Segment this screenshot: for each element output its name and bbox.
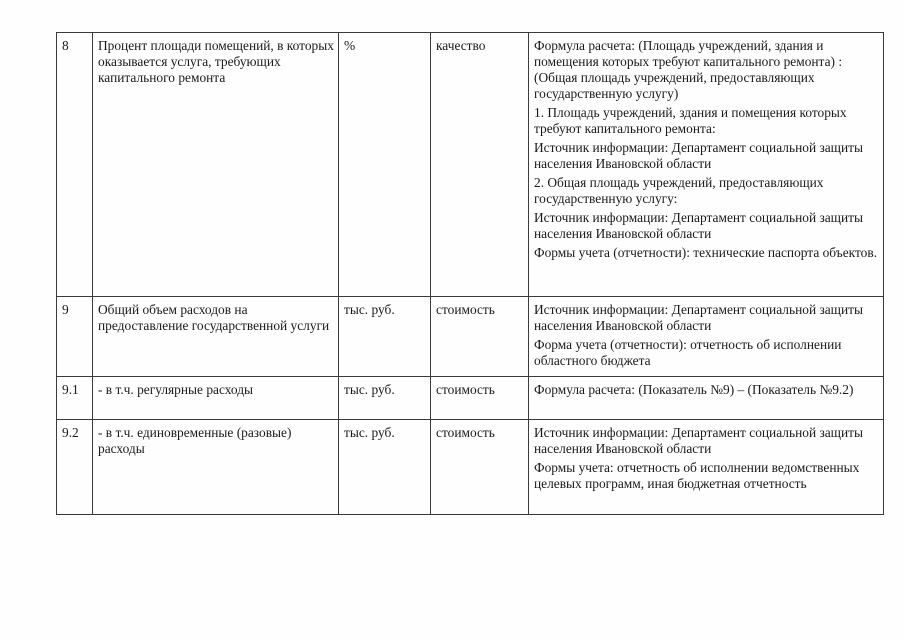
description-paragraph: Источник информации: Департамент социальной защиты населения Ивановской области — [534, 425, 864, 456]
description-paragraph: Источник информации: Департамент социальной защиты населения Ивановской области — [534, 210, 864, 241]
table-row — [57, 420, 884, 515]
unit-of-measure: тыс. руб. — [339, 377, 431, 420]
description-paragraph: Форма учета (отчетности): отчетность об исполнении областного бюджета — [534, 337, 842, 368]
unit-of-measure: тыс. руб. — [339, 420, 431, 515]
row-number: 9.2 — [57, 420, 93, 515]
indicator-type: стоимость — [431, 420, 529, 515]
indicator-type: качество — [431, 33, 529, 297]
indicator-type: стоимость — [431, 377, 529, 420]
description-paragraph: Формула расчета: (Показатель №9) – (Показатель №9.2) — [534, 382, 854, 397]
indicator-name: - в т.ч. единовременные (разовые) расходы — [93, 420, 339, 515]
description-paragraph: 1. Площадь учреждений, здания и помещения которых требуют капитального ремонта: — [534, 105, 847, 136]
description-paragraph: 2. Общая площадь учреждений, предоставляющих государственную услугу: — [534, 175, 824, 206]
table-row — [57, 297, 884, 377]
row-number: 8 — [57, 33, 93, 297]
indicator-description — [529, 297, 884, 377]
unit-of-measure: % — [339, 33, 431, 297]
description-paragraph: Формы учета: отчетность об исполнении ведомственных целевых программ, иная бюджетная отчетность — [534, 460, 860, 491]
description-paragraph: Формула расчета: (Площадь учреждений, здания и помещения которых требуют капитального ремонта) : (Общая площадь учреждений, предоставляющих государственную услугу) — [534, 38, 843, 101]
unit-of-measure: тыс. руб. — [339, 297, 431, 377]
row-number: 9 — [57, 297, 93, 377]
indicator-description — [529, 420, 884, 515]
indicators-table — [56, 32, 884, 515]
indicator-name: - в т.ч. регулярные расходы — [93, 377, 339, 420]
indicator-name: Процент площади помещений, в которых оказывается услуга, требующих капитального ремонта — [93, 33, 339, 297]
indicator-type: стоимость — [431, 297, 529, 377]
indicator-description — [529, 377, 884, 420]
description-paragraph: Формы учета (отчетности): технические паспорта объектов. — [534, 245, 878, 260]
indicator-name: Общий объем расходов на предоставление государственной услуги — [93, 297, 339, 377]
indicator-description — [529, 33, 884, 297]
description-paragraph: Источник информации: Департамент социальной защиты населения Ивановской области — [534, 140, 864, 171]
table-row — [57, 377, 884, 420]
table-row — [57, 33, 884, 297]
row-number: 9.1 — [57, 377, 93, 420]
description-paragraph: Источник информации: Департамент социальной защиты населения Ивановской области — [534, 302, 864, 333]
